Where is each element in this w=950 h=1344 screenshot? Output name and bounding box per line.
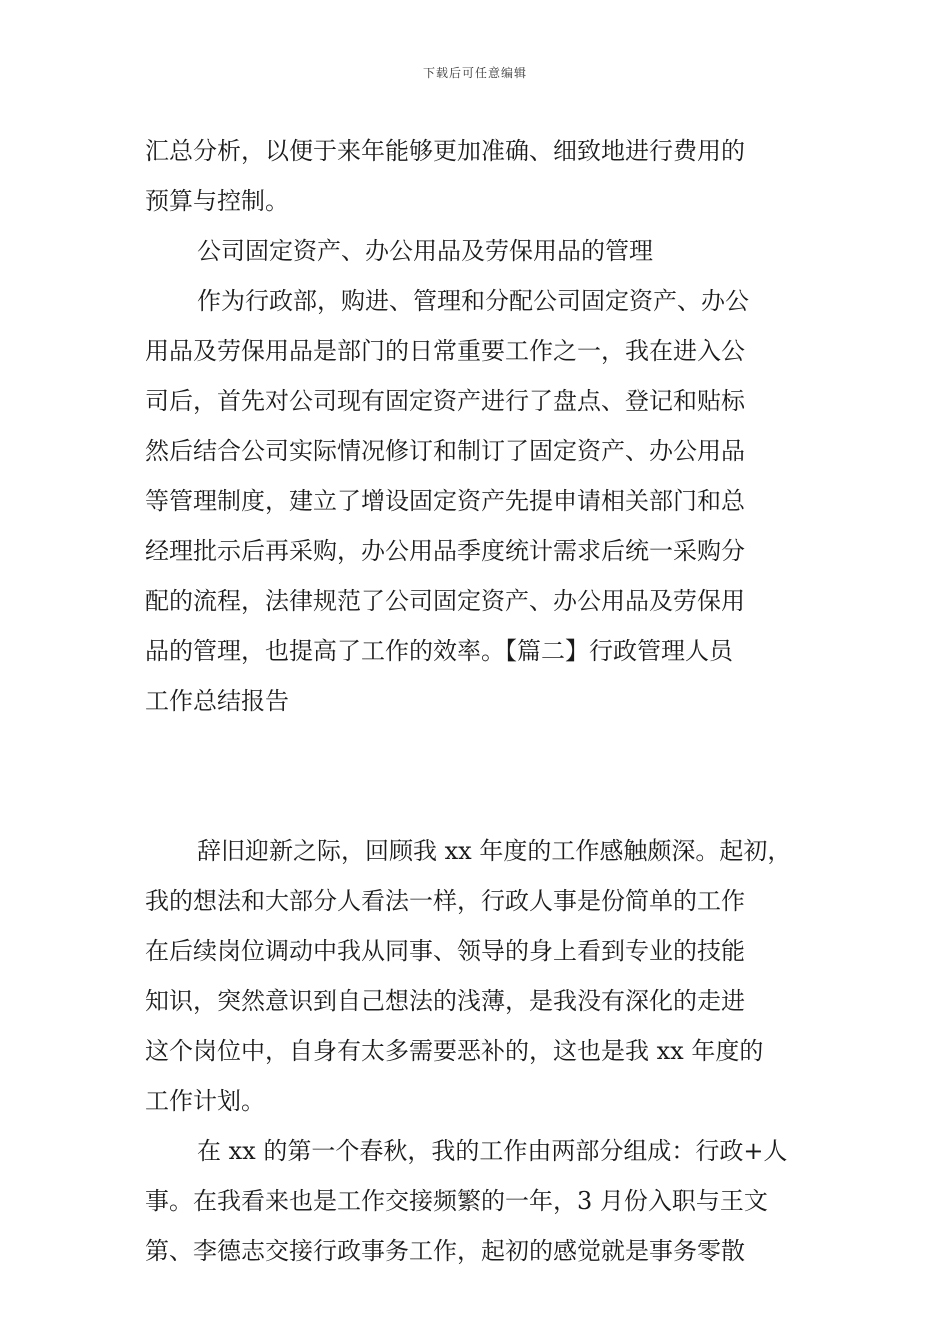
text-line: 工作计划。 (145, 1087, 265, 1115)
text-line: 辞旧迎新之际，回顾我 xx 年度的工作感触颇深。起初， (197, 837, 792, 865)
text-line: 作为行政部，购进、管理和分配公司固定资产、办公 (197, 287, 749, 315)
document-body (145, 126, 809, 1276)
text-line: 知识，突然意识到自己想法的浅薄，是我没有深化的走进 (145, 987, 745, 1015)
text-line: 汇总分析，以便于来年能够更加准确、细致地进行费用的 (145, 137, 745, 165)
text-line: 工作总结报告 (145, 687, 289, 715)
paragraph-gap (145, 726, 809, 826)
section-heading: 公司固定资产、办公用品及劳保用品的管理 (197, 237, 653, 265)
text-line: 品的管理，也提高了工作的效率。【篇二】行政管理人员 (145, 637, 733, 665)
text-line: 等管理制度，建立了增设固定资产先提申请相关部门和总 (145, 487, 745, 515)
text-line: 用品及劳保用品是部门的日常重要工作之一，我在进入公 (145, 337, 745, 365)
text-line: 配的流程，法律规范了公司固定资产、办公用品及劳保用 (145, 587, 745, 615)
text-line: 预算与控制。 (145, 187, 289, 215)
text-line: 司后，首先对公司现有固定资产进行了盘点、登记和贴标 (145, 387, 745, 415)
page-header: 下载后可任意编辑 (422, 66, 527, 80)
text-line: 第、李德志交接行政事务工作，起初的感觉就是事务零散 (145, 1237, 745, 1265)
text-line: 然后结合公司实际情况修订和制订了固定资产、办公用品 (145, 437, 745, 465)
text-line: 经理批示后再采购，办公用品季度统计需求后统一采购分 (145, 537, 745, 565)
text-line: 这个岗位中，自身有太多需要恶补的，这也是我 xx 年度的 (145, 1037, 764, 1065)
text-line: 在 xx 的第一个春秋，我的工作由两部分组成：行政+人 (197, 1137, 788, 1165)
text-line: 我的想法和大部分人看法一样，行政人事是份简单的工作 (145, 887, 745, 915)
text-line: 在后续岗位调动中我从同事、领导的身上看到专业的技能 (145, 937, 745, 965)
text-line: 事。在我看来也是工作交接频繁的一年，3 月份入职与王文 (145, 1187, 768, 1215)
